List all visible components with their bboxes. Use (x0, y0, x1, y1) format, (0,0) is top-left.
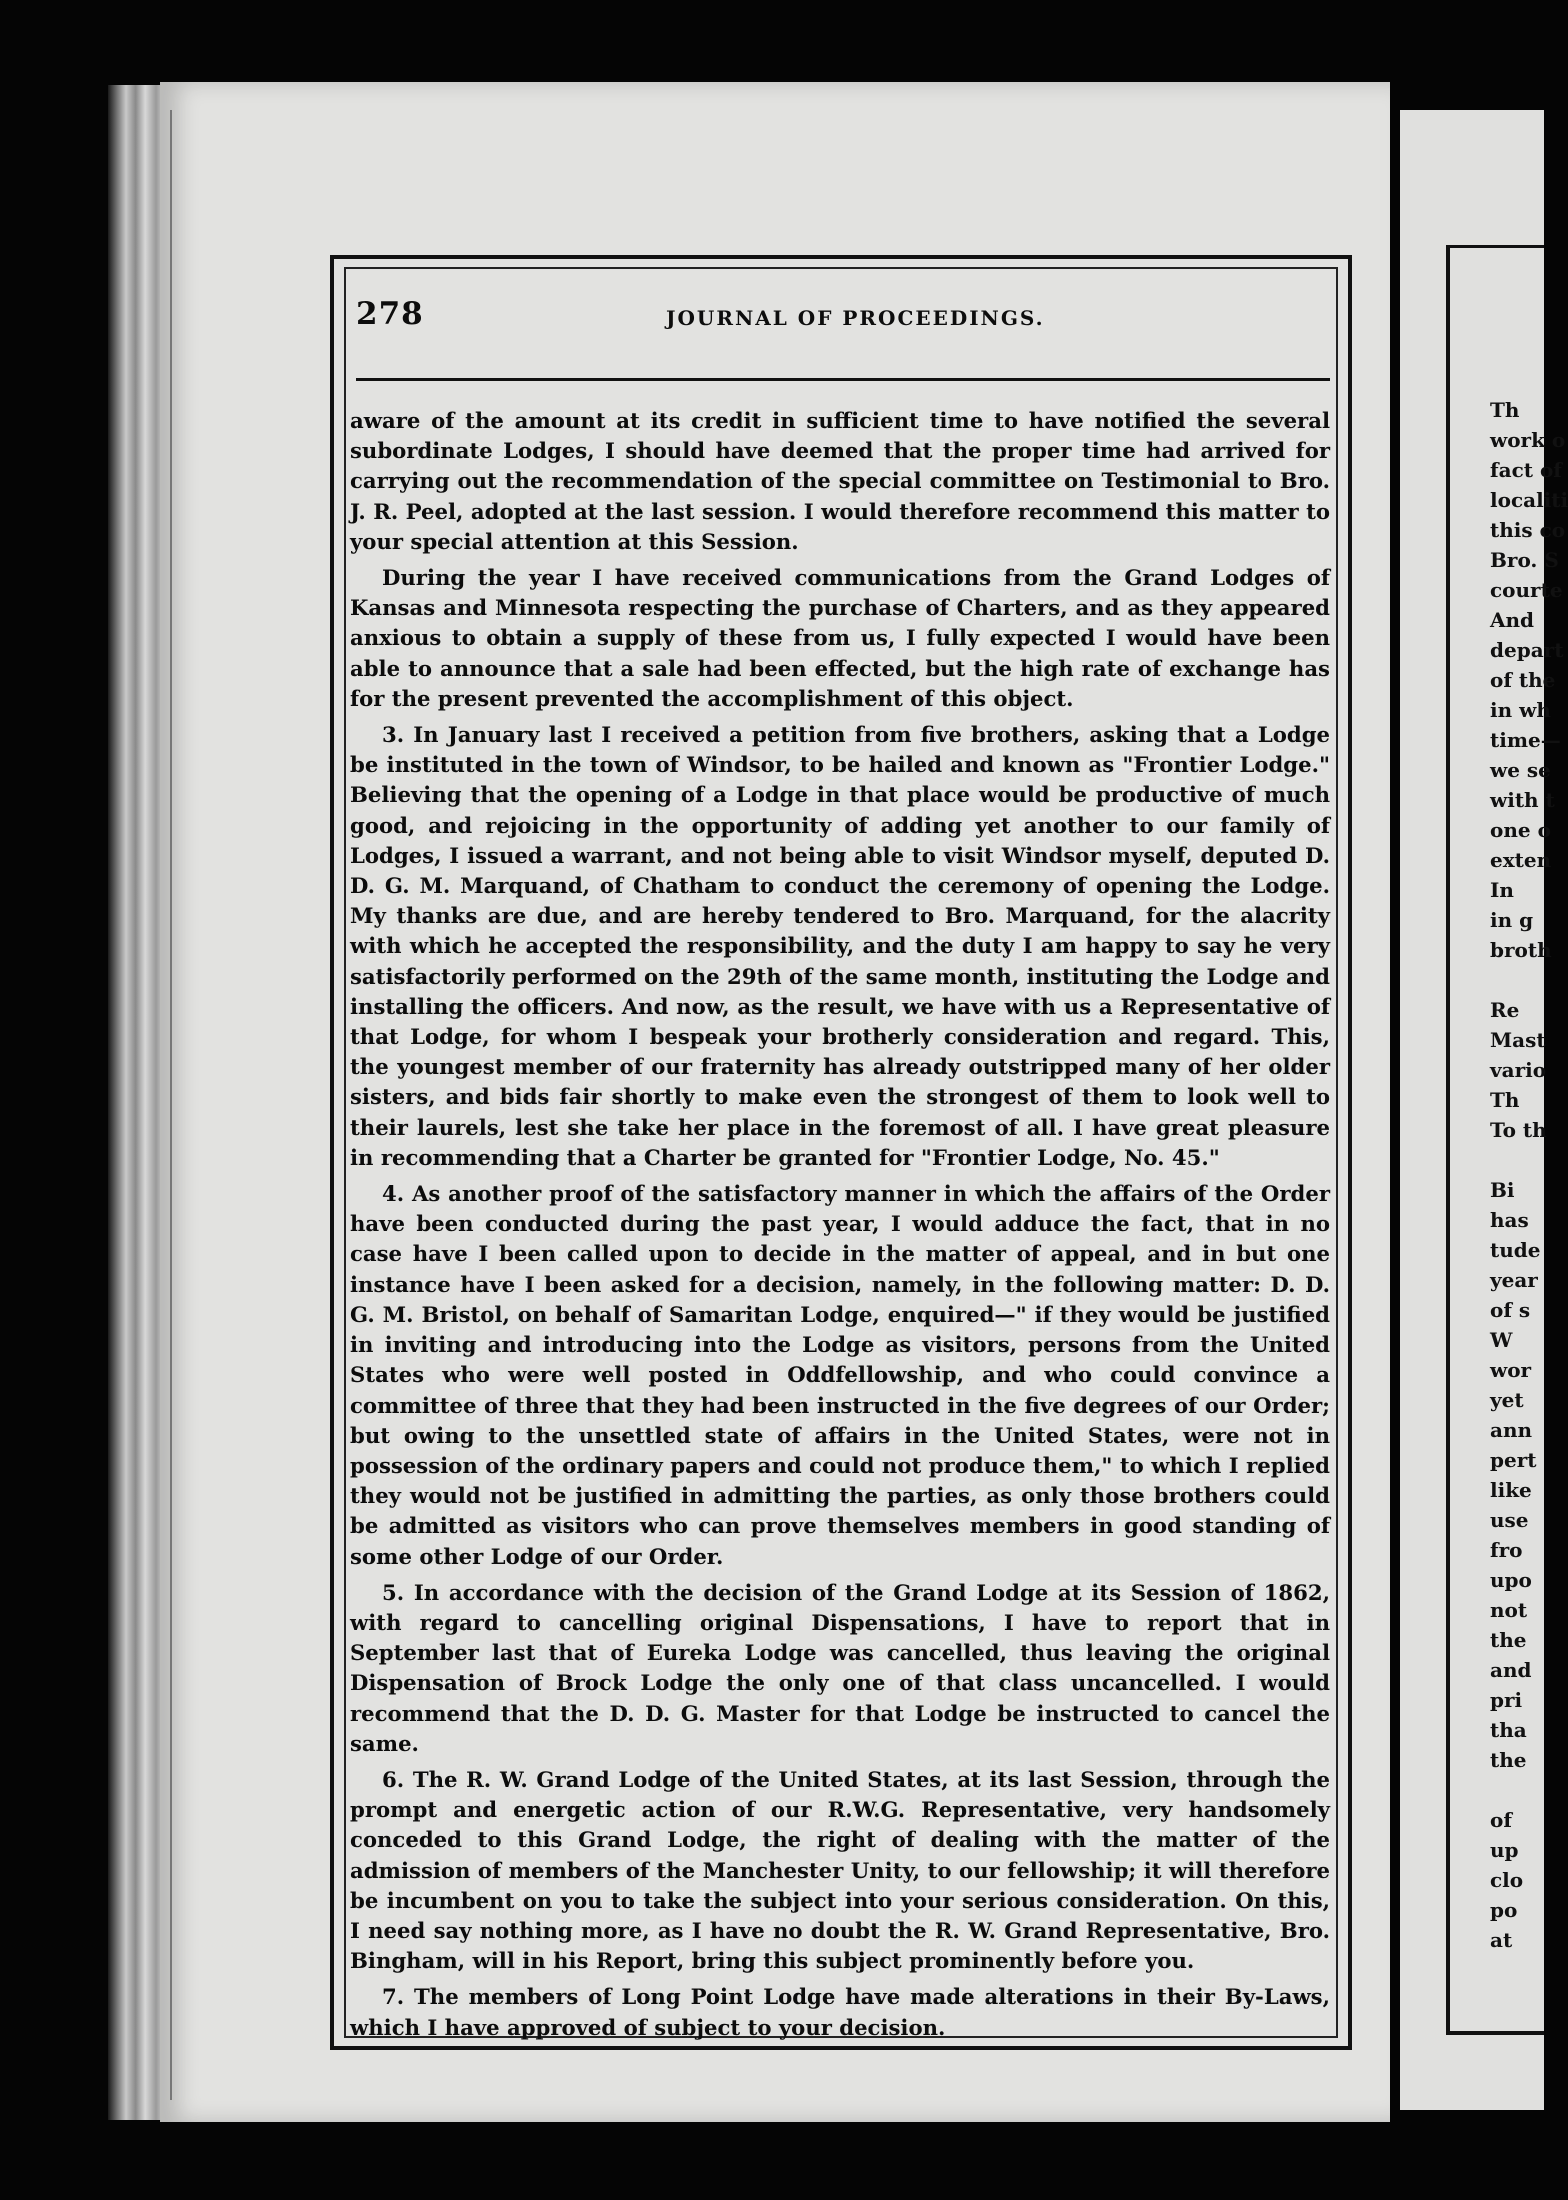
adjacent-page-line: the (1490, 1628, 1527, 1652)
adjacent-page-line: like (1490, 1478, 1532, 1502)
adjacent-page-line: the (1490, 1748, 1527, 1772)
adjacent-page-line (1490, 965, 1544, 995)
adjacent-page-line: tha (1490, 1718, 1527, 1742)
adjacent-page-line: Bi (1490, 1178, 1515, 1202)
paragraph-7-long-point-lodge: 7. The members of Long Point Lodge have made alterations in their By-Laws, which I have approved of subject to your decision. (350, 1984, 1330, 2040)
adjacent-page-line: year (1490, 1268, 1538, 1292)
adjacent-page-line: and (1490, 1658, 1532, 1682)
paragraph-continued: aware of the amount at its credit in sufficient time to have notified the several subordinate Lodges, I should have deemed that the proper time had arrived for carrying out the recommendation of the special committee on Testimonial to Bro. J. R. Peel, adopted at the last session. I would therefore recommend this matter to your special attention at this Session. (350, 408, 1330, 554)
paragraph-3-frontier-lodge: 3. In January last I received a petition from five brothers, asking that a Lodge be instituted in the town of Windsor, to be hailed and known as "Frontier Lodge." Believing that the opening of a Lodge in that place would be productive of much good, and rejoicing in the opportunity of adding yet another to our family of Lodges, I issued a warrant, and not being able to visit Windsor myself, deputed D. D. G. M. Marquand, of Chatham to conduct the ceremony of opening the Lodge. My thanks are due, and are hereby tendered to Bro. Marquand, for the alacrity with which he accepted the responsibility, and the duty I am happy to say he very satisfactorily performed on the 29th of the same month, instituting the Lodge and installing the officers. And now, as the result, we have with us a Representative of that Lodge, for whom I bespeak your brotherly consideration and regard. This, the youngest member of our fraternity has already outstripped many of her older sisters, and bids fair shortly to make even the strongest of them to look well to their laurels, lest she take her place in the foremost of all. I have great pleasure in recommending that a Charter be granted for "Frontier Lodge, No. 45." (350, 722, 1330, 1170)
adjacent-page-line: work o (1490, 428, 1566, 452)
adjacent-page-line: of (1490, 1808, 1512, 1832)
header-divider (356, 378, 1330, 381)
adjacent-page-line: ann (1490, 1418, 1533, 1442)
paragraph-4-appeal-decision: 4. As another proof of the satisfactory manner in which the affairs of the Order have been conducted during the past year, I would adduce the fact, that in no case have I been called upon to decide in the matter of appeal, and in but one instance have I been asked for a decision, namely, in the following matter: D. D. G. M. Bristol, on behalf of Samaritan Lodge, enquired—" if they would be justified in inviting and introducing into the Lodge as visitors, persons from the United States who were well posted in Oddfellowship, and who could convince a committee of three that they had been instructed in the five degrees of our Order; but owing to the unsettled state of affairs in the United States, were not in possession of the ordinary papers and could not produce them," to which I replied they would not be justified in admitting the parties, as only those brothers could be admitted as visitors who can prove themselves members in good standing of some other Lodge of our Order. (350, 1181, 1330, 1569)
adjacent-page-line: courte (1490, 578, 1563, 602)
adjacent-page-line: vario (1490, 1058, 1547, 1082)
adjacent-page-line: of s (1490, 1298, 1531, 1322)
page-header (356, 296, 1326, 336)
book-page-edges (108, 85, 168, 2120)
adjacent-page-line: wor (1490, 1358, 1532, 1382)
adjacent-page-line: pert (1490, 1448, 1537, 1472)
adjacent-page-line: Th (1490, 398, 1520, 422)
paragraph-5-dispensations: 5. In accordance with the decision of the Grand Lodge at its Session of 1862, with regard to cancelling original Dispensations, I have to report that in September last that of Eureka Lodge was cancelled, thus leaving the original Dispensation of Brock Lodge the only one of that class uncancelled. I would recommend that the D. D. G. Master for that Lodge be instructed to cancel the same. (350, 1579, 1330, 1756)
adjacent-page-line: not (1490, 1598, 1528, 1622)
adjacent-page-line (1490, 1145, 1544, 1175)
adjacent-page-line: this co (1490, 518, 1566, 542)
adjacent-page-line: in g (1490, 908, 1534, 932)
adjacent-page-line: upo (1490, 1568, 1532, 1592)
adjacent-page-line: To th (1490, 1118, 1547, 1142)
adjacent-page-line: use (1490, 1508, 1529, 1532)
adjacent-page-line: Mast (1490, 1028, 1546, 1052)
adjacent-page-line: po (1490, 1898, 1518, 1922)
paragraph-grand-lodges-charters: During the year I have received communications from the Grand Lodges of Kansas and Minnesota respecting the purchase of Charters, and as they appeared anxious to obtain a supply of these from us, I fully expected I would have been able to announce that a sale had been effected, but the high rate of exchange has for the present prevented the accomplishment of this object. (350, 565, 1330, 711)
adjacent-page-line: tude (1490, 1238, 1541, 1262)
adjacent-page-line: at (1490, 1928, 1513, 1952)
adjacent-page-line: Re (1490, 998, 1520, 1022)
adjacent-page-line: localiti (1490, 488, 1568, 512)
adjacent-page-line: up (1490, 1838, 1519, 1862)
adjacent-page-line: clo (1490, 1868, 1524, 1892)
adjacent-page-line: Bro. S (1490, 548, 1559, 572)
adjacent-page-line: time— (1490, 728, 1561, 752)
adjacent-page-line: Th (1490, 1088, 1520, 1112)
paragraph-6-manchester-unity: 6. The R. W. Grand Lodge of the United States, at its last Session, through the prompt and energetic action of our R.W.G. Representative, very handsomely conceded to this Grand Lodge, the right of dealing with the matter of the admission of members of the Manchester Unity, to our fellowship; it will therefore be incumbent on you to take the subject into your serious consideration. On this, I need say nothing more, as I have no doubt the R. W. Grand Representative, Bro. Bingham, will in his Report, bring this subject prominently before you. (350, 1766, 1330, 1974)
adjacent-page-line: In (1490, 878, 1514, 902)
page-number: 278 (356, 296, 424, 332)
adjacent-page-line: pri (1490, 1688, 1523, 1712)
adjacent-page-line: in wh (1490, 698, 1551, 722)
running-head: JOURNAL OF PROCEEDINGS. (666, 306, 1045, 330)
adjacent-page-line: has (1490, 1208, 1529, 1232)
adjacent-page-line (1490, 1775, 1544, 1805)
adjacent-page-line: W (1490, 1328, 1513, 1352)
page-body-text (350, 406, 1330, 2040)
adjacent-page-line: And (1490, 608, 1535, 632)
adjacent-page-line: fact of (1490, 458, 1562, 482)
adjacent-page-line: we se (1490, 758, 1551, 782)
adjacent-page-line: fro (1490, 1538, 1523, 1562)
adjacent-page-line: with t (1490, 788, 1555, 812)
adjacent-page-line: broth (1490, 938, 1552, 962)
adjacent-page-line: one o (1490, 818, 1551, 842)
adjacent-page-line: yet (1490, 1388, 1524, 1412)
adjacent-page-line: exten (1490, 848, 1552, 872)
adjacent-page-line: depart (1490, 638, 1564, 662)
adjacent-page-text-fragments (1490, 395, 1568, 1995)
page-margin-rule (170, 110, 172, 2100)
adjacent-page-line: of the (1490, 668, 1556, 692)
